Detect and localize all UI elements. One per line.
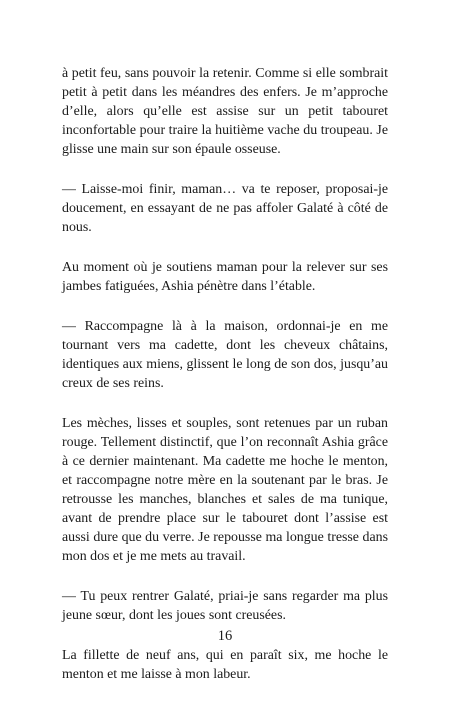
paragraph-2: — Laisse-moi finir, maman… va te reposer, proposai-je doucement, en essayant de ne pas affoler Galaté à côté de nous. [62, 182, 388, 235]
page-number: 16 [217, 628, 233, 644]
paragraph-4: — Raccompagne là à la maison, ordonnai-je en me tournant vers ma cadette, dont les cheveux châtains, identiques aux miens, glissent le long de son dos, jusqu’au creux de ses reins. [62, 319, 388, 391]
paragraph-7: La fillette de neuf ans, qui en paraît six, me hoche le menton et me laisse à mon labeur. [62, 648, 388, 682]
paragraph-6: — Tu peux rentrer Galaté, priai-je sans regarder ma plus jeune sœur, dont les joues sont creusées. [62, 589, 388, 623]
paragraph-1: à petit feu, sans pouvoir la retenir. Comme si elle sombrait petit à petit dans les méandres des enfers. Je m’approche d’elle, alors qu’elle est assise sur un petit tabouret inconfortable pour traire la huitième vache du troupeau. Je glisse une main sur son épaule osseuse. [62, 66, 388, 157]
page-body [62, 64, 388, 705]
paragraph-5: Les mèches, lisses et souples, sont retenues par un ruban rouge. Tellement distinctif, que l’on reconnaît Ashia grâce à ce dernier maintenant. Ma cadette me hoche le menton, et raccompagne notre mère en la soutenant par le bras. Je retrousse les manches, blanches et sales de ma tunique, avant de prendre place sur le tabouret dont l’assise est aussi dure que du verre. Je repousse ma longue tresse dans mon dos et je me mets au travail. [62, 416, 388, 564]
paragraph-3: Au moment où je soutiens maman pour la relever sur ses jambes fatiguées, Ashia pénètre dans l’étable. [62, 260, 388, 294]
